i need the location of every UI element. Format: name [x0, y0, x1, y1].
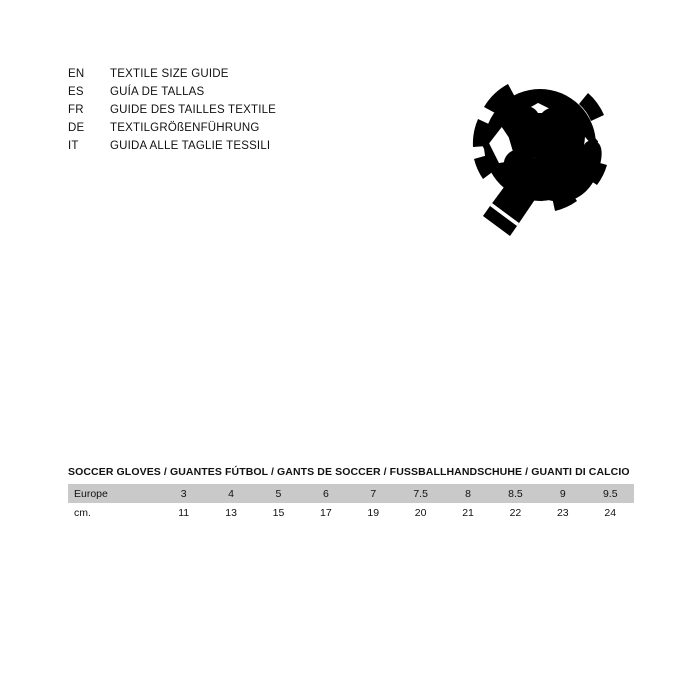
list-item: [68, 65, 408, 83]
glove-ball-illustration: [440, 55, 640, 240]
table-header-cell: 4: [228, 487, 234, 500]
language-label: GUIDA ALLE TAGLIE TESSILI: [110, 140, 271, 152]
table-header-cell: 8: [465, 487, 471, 500]
table-cell: 20: [397, 503, 444, 522]
table-cell: 15: [255, 503, 302, 522]
language-list: [68, 65, 408, 155]
language-code: IT: [68, 140, 79, 152]
table-title: SOCCER GLOVES / GUANTES FÚTBOL / GANTS DE SOCCER / FUSSBALLHANDSCHUHE / GUANTI DI CALCIO: [68, 466, 630, 478]
table-header-cell: 6: [322, 487, 329, 500]
language-label: TEXTILE SIZE GUIDE: [110, 68, 229, 80]
language-label: TEXTILGRÖßENFÜHRUNG: [110, 122, 260, 134]
table-header-cell: 8.5: [508, 487, 523, 500]
language-code: EN: [68, 68, 85, 80]
list-item: [68, 83, 408, 101]
table-cell: 24: [587, 503, 634, 522]
language-code: DE: [68, 122, 85, 134]
table-header-cell: 7: [370, 487, 377, 500]
table-cell: 23: [539, 503, 586, 522]
table-cell: 19: [350, 503, 397, 522]
table-header-cell: 7.5: [413, 487, 428, 500]
language-code: FR: [68, 104, 84, 116]
size-table-block: [68, 466, 634, 522]
table-cell: 21: [444, 503, 491, 522]
language-label: GUÍA DE TALLAS: [110, 86, 205, 98]
language-code: ES: [68, 86, 84, 98]
table-row-header: [68, 484, 634, 503]
table-cell: 13: [207, 503, 254, 522]
list-item: [68, 101, 408, 119]
language-label: GUIDE DES TAILLES TEXTILE: [110, 104, 277, 116]
table-cell: 22: [492, 503, 539, 522]
table-header-label: Europe: [74, 487, 108, 500]
table-cell: 17: [302, 503, 349, 522]
table-header-cell: 3: [180, 487, 187, 500]
list-item: [68, 119, 408, 137]
size-table: [68, 484, 634, 522]
table-cell: 11: [160, 503, 207, 522]
table-row: [68, 503, 634, 522]
list-item: [68, 137, 408, 155]
table-row-label: cm.: [68, 503, 160, 522]
table-header-cell: 9: [559, 487, 566, 500]
table-header-cell: 9.5: [602, 487, 618, 500]
table-header-cell: 5: [275, 487, 282, 500]
